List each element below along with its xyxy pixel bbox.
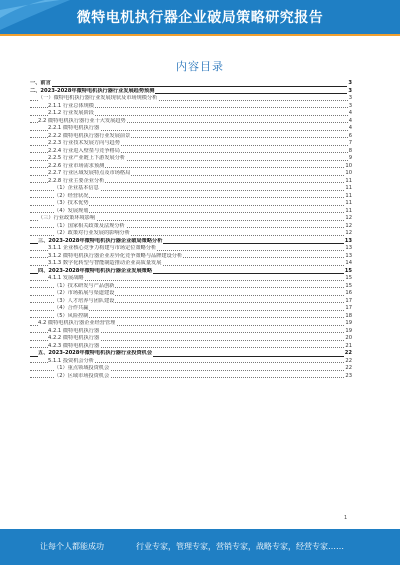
- footer-banner: [0, 529, 400, 565]
- toc-entry[interactable]: [30, 215, 352, 223]
- toc-entry-text: 3.1.2 微特电机执行器企业差异化竞争策略与品牌建设分析: [48, 252, 183, 259]
- toc-entry-page: 13: [345, 252, 352, 259]
- toc-entry[interactable]: [30, 245, 352, 253]
- toc-entry[interactable]: [30, 350, 352, 358]
- toc-entry[interactable]: [30, 275, 352, 283]
- toc-entry-page: 11: [345, 192, 352, 199]
- toc-entry-page: 16: [345, 290, 352, 296]
- table-of-contents: [30, 80, 352, 380]
- toc-entry-page: 22: [345, 365, 352, 371]
- toc-entry-text: 2.2 微特电机执行器行业十大发展趋势: [38, 117, 126, 124]
- toc-entry[interactable]: [30, 305, 352, 313]
- toc-entry-text: （2）区域市场投资机会: [54, 372, 110, 379]
- toc-entry-page: 11: [345, 177, 352, 184]
- toc-entry[interactable]: [30, 238, 352, 246]
- toc-entry[interactable]: [30, 208, 352, 216]
- toc-entry[interactable]: [30, 298, 352, 306]
- toc-entry-text: （4）合作共赢: [54, 305, 89, 311]
- toc-entry-page: 10: [345, 162, 352, 169]
- toc-entry-text: （3）技术优势: [54, 200, 89, 206]
- toc-entry[interactable]: [30, 260, 352, 268]
- toc-entry[interactable]: [30, 373, 352, 381]
- toc-entry-page: 6: [348, 132, 352, 139]
- toc-entry[interactable]: [30, 178, 352, 186]
- toc-entry-page: 15: [345, 282, 352, 289]
- toc-entry-text: （2）市场拓展与渠道建设: [54, 290, 115, 296]
- toc-entry-text: 2.2.2 微特电机执行器行业发展前景: [48, 132, 131, 139]
- toc-entry-page: 10: [345, 170, 352, 176]
- toc-entry[interactable]: [30, 283, 352, 291]
- toc-entry-page: 11: [345, 185, 352, 191]
- toc-entry-text: 一、前言: [30, 80, 51, 86]
- toc-entry-text: （2）经营状况: [54, 192, 89, 199]
- toc-entry-text: （1）技术研发与产品创新: [54, 282, 115, 289]
- toc-entry-page: 9: [348, 155, 352, 161]
- toc-entry-page: 19: [345, 327, 352, 334]
- toc-entry-page: 23: [345, 372, 352, 379]
- toc-entry[interactable]: [30, 110, 352, 118]
- toc-entry-page: 4: [348, 125, 352, 131]
- toc-entry[interactable]: [30, 133, 352, 141]
- toc-entry-page: 12: [345, 222, 352, 229]
- toc-entry[interactable]: [30, 290, 352, 298]
- toc-entry-text: 3.1.3 数字化转型与智能制造推动企业高质量发展: [48, 260, 162, 266]
- footer-slogan: 让每个人都能成功: [40, 542, 104, 551]
- toc-entry-text: 4.2.1 微特电机执行器: [48, 327, 100, 334]
- toc-entry-page: 11: [345, 200, 352, 206]
- header-banner: [0, 0, 400, 34]
- toc-entry-page: 3: [348, 87, 352, 94]
- header-accent-line: [0, 34, 400, 36]
- toc-entry-page: 7: [348, 140, 352, 146]
- toc-entry-text: （3）人才培养与团队建设: [54, 297, 115, 304]
- toc-entry[interactable]: [30, 163, 352, 171]
- toc-entry-text: 4.2 微特电机执行器企业经营管理: [38, 320, 116, 326]
- toc-entry-text: 5.1.1 投资机会分析: [48, 357, 94, 364]
- toc-entry[interactable]: [30, 268, 352, 276]
- toc-entry-page: 12: [345, 230, 352, 236]
- toc-entry-page: 12: [345, 215, 352, 221]
- toc-entry[interactable]: [30, 365, 352, 373]
- toc-entry-page: 15: [344, 267, 352, 274]
- toc-entry[interactable]: [30, 253, 352, 261]
- toc-entry[interactable]: [30, 88, 352, 96]
- toc-entry[interactable]: [30, 335, 352, 343]
- toc-entry-page: 22: [344, 350, 352, 356]
- toc-entry[interactable]: [30, 313, 352, 321]
- toc-entry-page: 11: [345, 207, 352, 214]
- toc-leader: [30, 86, 352, 87]
- toc-entry-page: 4: [348, 117, 352, 124]
- toc-entry-text: （一）微特电机执行器行业发展现状及市场规模分析: [38, 95, 158, 101]
- toc-entry-text: 2.2.6 行业市场需求预测: [48, 162, 105, 169]
- toc-entry[interactable]: [30, 230, 352, 238]
- toc-entry[interactable]: [30, 103, 352, 111]
- toc-entry-page: 21: [345, 342, 352, 349]
- toc-entry[interactable]: [30, 328, 352, 336]
- toc-entry[interactable]: [30, 155, 352, 163]
- toc-entry-page: 8: [348, 147, 352, 154]
- toc-entry-text: 三、2023-2028年微特电机执行器企业破局策略分析: [38, 237, 163, 244]
- toc-entry-page: 3: [348, 80, 352, 86]
- toc-entry-page: 20: [345, 335, 352, 341]
- toc-entry-page: 17: [345, 305, 352, 311]
- toc-entry-text: 2.1.1 行业总体规模: [48, 102, 94, 109]
- toc-entry-text: 4.2.3 微特电机执行器: [48, 342, 100, 349]
- toc-entry-text: （1）重点领域投资机会: [54, 365, 110, 371]
- toc-entry[interactable]: [30, 125, 352, 133]
- toc-entry[interactable]: [30, 148, 352, 156]
- toc-entry-text: 2.2.1 微特电机执行器: [48, 125, 100, 131]
- toc-entry-page: 3: [348, 95, 352, 101]
- toc-entry-page: 14: [345, 260, 352, 266]
- toc-entry-text: 4.1.1 发展战略: [48, 275, 84, 281]
- toc-entry[interactable]: [30, 200, 352, 208]
- toc-entry-text: （5）风险控制: [54, 312, 89, 319]
- toc-entry[interactable]: [30, 223, 352, 231]
- toc-entry-text: 2.2.7 行业区域发展特点及市场格局: [48, 170, 131, 176]
- toc-entry[interactable]: [30, 80, 352, 88]
- toc-entry-page: 13: [345, 245, 352, 251]
- toc-entry[interactable]: [30, 170, 352, 178]
- toc-entry[interactable]: [30, 320, 352, 328]
- toc-entry-text: 2.2.3 行业技术发展方向与趋势: [48, 140, 120, 146]
- toc-entry-page: 17: [345, 297, 352, 304]
- toc-entry-text: （2）政策对行业发展的影响分析: [54, 230, 130, 236]
- toc-entry-text: （4）发展规划: [54, 207, 89, 214]
- toc-entry-page: 19: [345, 320, 352, 326]
- toc-entry-text: 五、2023-2028年微特电机执行器行业投资机会: [38, 350, 153, 356]
- toc-entry-text: （三）行业政策环境影响: [38, 215, 96, 221]
- toc-entry-page: 15: [345, 275, 352, 281]
- page-title: 内容目录: [176, 60, 224, 73]
- footer-experts: 行业专家，管理专家，营销专家，战略专家，经营专家……: [136, 542, 344, 551]
- toc-entry-page: 18: [345, 312, 352, 319]
- toc-entry-text: 四、2023-2028年微特电机执行器企业发展策略: [38, 267, 153, 274]
- toc-entry-text: 2.1.2 行业发展阶段: [48, 110, 94, 116]
- toc-entry-text: （1）企业基本信息: [54, 185, 99, 191]
- page-number: 1: [344, 515, 348, 521]
- toc-entry-text: 二、2023-2028年微特电机执行器行业发展趋势预测: [30, 87, 155, 94]
- toc-entry-page: 13: [344, 237, 352, 244]
- toc-entry[interactable]: [30, 118, 352, 126]
- toc-entry-text: 2.2.5 行业产业链上下游发展分析: [48, 155, 126, 161]
- toc-entry-text: 2.2.8 行业主要企业分析: [48, 177, 105, 184]
- report-title: 微特电机执行器企业破局策略研究报告: [76, 10, 324, 26]
- toc-entry-page: 4: [348, 110, 352, 116]
- toc-entry-text: （1）国家相关政策及法规分析: [54, 222, 125, 229]
- toc-entry[interactable]: [30, 140, 352, 148]
- toc-entry-text: 2.2.4 行业进入壁垒与竞争格局: [48, 147, 120, 154]
- toc-entry-page: 3: [348, 102, 352, 109]
- toc-entry-page: 22: [345, 357, 352, 364]
- toc-entry[interactable]: [30, 95, 352, 103]
- toc-entry[interactable]: [30, 343, 352, 351]
- toc-entry[interactable]: [30, 358, 352, 366]
- toc-entry-text: 3.1.1 企业核心竞争力构建与市场定位策略分析: [48, 245, 157, 251]
- toc-entry[interactable]: [30, 185, 352, 193]
- toc-entry-text: 4.2.2 微特电机执行器: [48, 335, 100, 341]
- toc-entry[interactable]: [30, 193, 352, 201]
